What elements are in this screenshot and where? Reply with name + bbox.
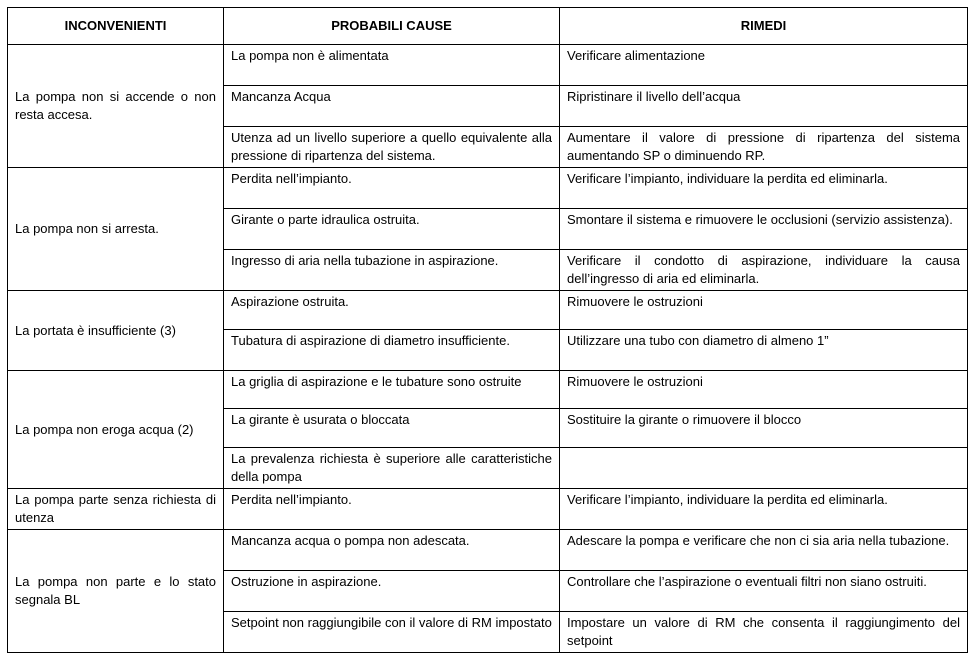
table-header-row — [8, 8, 968, 45]
remedy-cell: Smontare il sistema e rimuovere le occlusioni (servizio assistenza). — [560, 209, 968, 250]
problem-cell: La pompa non parte e lo stato segnala BL — [8, 530, 224, 653]
cause-cell: Setpoint non raggiungibile con il valore di RM impostato — [224, 612, 560, 653]
remedy-cell — [560, 448, 968, 489]
table-row — [8, 371, 968, 409]
remedy-cell: Controllare che l’aspirazione o eventuali filtri non siano ostruiti. — [560, 571, 968, 612]
header-inconvenienti: INCONVENIENTI — [8, 8, 224, 45]
remedy-cell: Impostare un valore di RM che consenta il raggiungimento del setpoint — [560, 612, 968, 653]
remedy-cell: Verificare il condotto di aspirazione, individuare la causa dell’ingresso di aria ed eliminarla. — [560, 250, 968, 291]
remedy-cell: Utilizzare una tubo con diametro di almeno 1” — [560, 330, 968, 371]
cause-cell: Utenza ad un livello superiore a quello equivalente alla pressione di ripartenza del sistema. — [224, 127, 560, 168]
remedy-cell: Adescare la pompa e verificare che non ci sia aria nella tubazione. — [560, 530, 968, 571]
cause-cell: Perdita nell’impianto. — [224, 168, 560, 209]
remedy-cell: Sostituire la girante o rimuovere il blocco — [560, 409, 968, 448]
header-rimedi: RIMEDI — [560, 8, 968, 45]
cause-cell: La prevalenza richiesta è superiore alle caratteristiche della pompa — [224, 448, 560, 489]
remedy-cell: Rimuovere le ostruzioni — [560, 371, 968, 409]
cause-cell: Ostruzione in aspirazione. — [224, 571, 560, 612]
table-row — [8, 489, 968, 530]
cause-cell: Ingresso di aria nella tubazione in aspirazione. — [224, 250, 560, 291]
cause-cell: La girante è usurata o bloccata — [224, 409, 560, 448]
problem-cell: La pompa non eroga acqua (2) — [8, 371, 224, 489]
problem-cell: La portata è insufficiente (3) — [8, 291, 224, 371]
table-row — [8, 291, 968, 330]
problem-cell: La pompa parte senza richiesta di utenza — [8, 489, 224, 530]
table-body — [8, 45, 968, 653]
cause-cell: Mancanza Acqua — [224, 86, 560, 127]
problem-cell: La pompa non si accende o non resta accesa. — [8, 45, 224, 168]
problem-cell: La pompa non si arresta. — [8, 168, 224, 291]
troubleshooting-table — [7, 7, 968, 653]
cause-cell: Aspirazione ostruita. — [224, 291, 560, 330]
cause-cell: La pompa non è alimentata — [224, 45, 560, 86]
remedy-cell: Verificare alimentazione — [560, 45, 968, 86]
table-row — [8, 530, 968, 571]
header-probabili-cause: PROBABILI CAUSE — [224, 8, 560, 45]
remedy-cell: Verificare l’impianto, individuare la perdita ed eliminarla. — [560, 168, 968, 209]
remedy-cell: Rimuovere le ostruzioni — [560, 291, 968, 330]
remedy-cell: Verificare l’impianto, individuare la perdita ed eliminarla. — [560, 489, 968, 530]
cause-cell: Mancanza acqua o pompa non adescata. — [224, 530, 560, 571]
cause-cell: Perdita nell’impianto. — [224, 489, 560, 530]
cause-cell: Tubatura di aspirazione di diametro insufficiente. — [224, 330, 560, 371]
cause-cell: La griglia di aspirazione e le tubature sono ostruite — [224, 371, 560, 409]
table-row — [8, 45, 968, 86]
remedy-cell: Aumentare il valore di pressione di ripartenza del sistema aumentando SP o diminuendo RP. — [560, 127, 968, 168]
table-row — [8, 168, 968, 209]
remedy-cell: Ripristinare il livello dell’acqua — [560, 86, 968, 127]
cause-cell: Girante o parte idraulica ostruita. — [224, 209, 560, 250]
